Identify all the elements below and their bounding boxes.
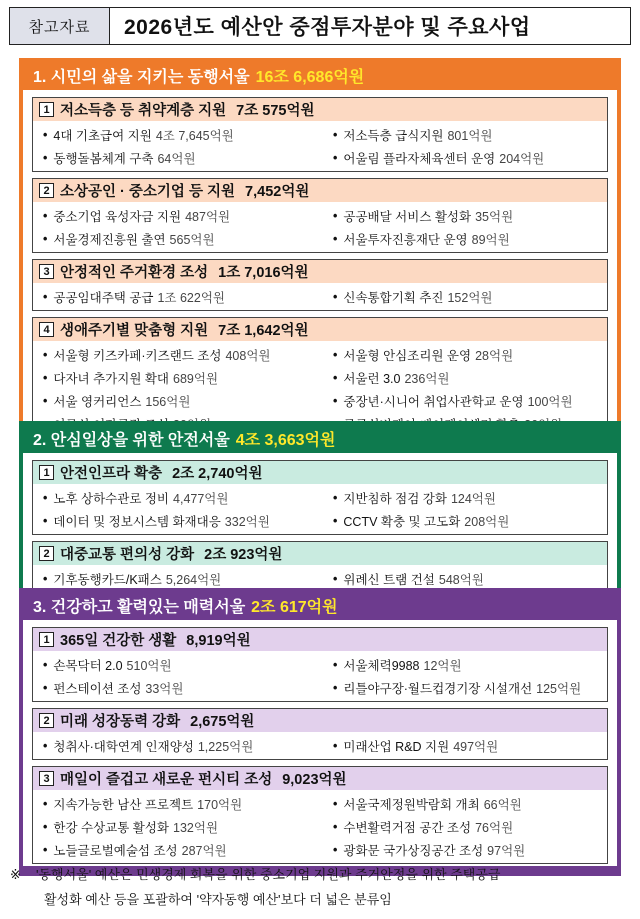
item-name: 어울림 플라자체육센터 운영 [343, 151, 496, 166]
list-item [333, 343, 607, 366]
reference-tag: 참고자료 [9, 7, 110, 45]
note-line-1: '동행서울' 예산은 민생경제 회복을 위한 중소기업 지원과 주거안정을 위한 주택공급 [36, 867, 501, 882]
subcategory-amount: 7,452억원 [245, 184, 310, 200]
subcategory-number: 2 [39, 713, 54, 728]
item-amount: 66억원 [483, 797, 522, 812]
section-body [23, 90, 617, 440]
section-2 [19, 421, 621, 605]
subcategory-header [33, 179, 607, 202]
item-amount: 208억원 [464, 514, 510, 529]
list-item [43, 389, 333, 412]
subcategory-title: 미래 성장동력 강화 [60, 714, 181, 730]
item-name: 노후 상하수관로 정비 [53, 491, 170, 506]
list-item [43, 676, 333, 699]
subcategory-amount: 7조 575억원 [236, 103, 315, 119]
subcategory-amount: 2,675억원 [190, 714, 255, 730]
section-body [23, 620, 617, 866]
list-item [43, 486, 333, 509]
item-name: 지반침하 점검 강화 [343, 491, 447, 506]
bullet-icon: • [43, 571, 48, 586]
list-item [333, 509, 607, 532]
subcategory [32, 708, 608, 760]
item-list [33, 484, 607, 534]
item-amount: 28억원 [475, 348, 514, 363]
list-item [333, 389, 607, 412]
item-name: 청취사·대학연계 인재양성 [53, 739, 194, 754]
item-name: 서울투자진흥재단 운영 [343, 232, 468, 247]
subcategory [32, 460, 608, 535]
item-amount: 565억원 [169, 232, 215, 247]
subcategory-amount: 7조 1,642억원 [218, 323, 309, 339]
list-item [333, 567, 607, 590]
item-name: 광화문 국가상징공간 조성 [343, 843, 484, 858]
item-amount: 64억원 [157, 151, 196, 166]
bullet-icon: • [43, 680, 48, 695]
item-amount: 4조 7,645억원 [155, 128, 234, 143]
subcategory-number: 3 [39, 264, 54, 279]
bullet-icon: • [333, 127, 338, 142]
bullet-icon: • [43, 490, 48, 505]
item-name: 펀스테이션 조성 [53, 681, 142, 696]
subcategory-header [33, 767, 607, 790]
item-name: 위례신 트램 건설 [343, 572, 435, 587]
section-title-text: 2. 안심일상을 위한 안전서울 [33, 431, 230, 449]
item-amount: 5,264억원 [165, 572, 222, 587]
note-line-2: 활성화 예산 등을 포괄하여 '약자동행 예산'보다 더 넓은 분류임 [44, 892, 392, 907]
list-item [333, 146, 607, 169]
bullet-icon: • [43, 347, 48, 362]
item-list [33, 202, 607, 252]
item-list [33, 790, 607, 863]
item-name: 서울형 키즈카페·키즈랜드 조성 [53, 348, 222, 363]
subcategory-title: 저소득층 등 취약계층 지원 [60, 103, 227, 119]
subcategory-title: 매일이 즐겁고 새로운 펀시티 조성 [60, 772, 273, 788]
bullet-icon: • [43, 657, 48, 672]
item-amount: 204억원 [499, 151, 545, 166]
list-item [43, 567, 333, 590]
section-amount: 2조 617억원 [251, 598, 338, 616]
item-amount: 12억원 [423, 658, 462, 673]
list-item [333, 653, 607, 676]
item-amount: 510억원 [126, 658, 172, 673]
item-name: 손목닥터 2.0 [53, 658, 123, 673]
item-amount: 801억원 [447, 128, 493, 143]
document-title: 2026년도 예산안 중점투자분야 및 주요사업 [110, 7, 631, 45]
item-amount: 287억원 [181, 843, 227, 858]
item-amount: 152억원 [447, 290, 493, 305]
subcategory-number: 4 [39, 322, 54, 337]
subcategory-header [33, 628, 607, 651]
item-name: 4대 기초급여 지원 [53, 128, 152, 143]
list-item [333, 204, 607, 227]
subcategory-amount: 8,919억원 [186, 633, 251, 649]
bullet-icon: • [333, 393, 338, 408]
bullet-icon: • [43, 393, 48, 408]
subcategory-header [33, 98, 607, 121]
subcategory-number: 1 [39, 632, 54, 647]
subcategory-header [33, 260, 607, 283]
section-title [21, 590, 619, 620]
item-name: 저소득층 급식지원 [343, 128, 444, 143]
subcategory-amount: 1조 7,016억원 [218, 265, 309, 281]
subcategory-title: 생애주기별 맞춤형 지원 [60, 323, 209, 339]
item-name: 공공임대주택 공급 [53, 290, 154, 305]
item-amount: 548억원 [438, 572, 484, 587]
item-amount: 689억원 [173, 371, 219, 386]
bullet-icon: • [333, 680, 338, 695]
item-amount: 33억원 [145, 681, 184, 696]
bullet-icon: • [43, 289, 48, 304]
item-name: 미래산업 R&D 지원 [343, 739, 450, 754]
note-mark: ※ [10, 867, 21, 882]
bullet-icon: • [333, 842, 338, 857]
list-item [333, 366, 607, 389]
bullet-icon: • [333, 289, 338, 304]
footnote [10, 862, 630, 912]
item-amount: 236억원 [404, 371, 450, 386]
item-amount: 100억원 [527, 394, 573, 409]
item-amount: 1,225억원 [197, 739, 254, 754]
subcategory-title: 대중교통 편의성 강화 [60, 547, 195, 563]
item-name: 데이터 및 정보시스템 화재대응 [53, 514, 221, 529]
bullet-icon: • [333, 571, 338, 586]
subcategory [32, 766, 608, 864]
item-list [33, 283, 607, 310]
subcategory [32, 627, 608, 702]
item-amount: 156억원 [145, 394, 191, 409]
item-name: 서울경제진흥원 출연 [53, 232, 166, 247]
item-amount: 97억원 [487, 843, 526, 858]
item-name: 서울국제정원박람회 개최 [343, 797, 480, 812]
item-name: 다자녀 추가지원 확대 [53, 371, 170, 386]
item-name: 중장년·시니어 취업사관학교 운영 [343, 394, 524, 409]
item-list [33, 121, 607, 171]
list-item [43, 792, 333, 815]
bullet-icon: • [333, 347, 338, 362]
list-item [43, 227, 333, 250]
item-amount: 35억원 [475, 209, 514, 224]
bullet-icon: • [333, 819, 338, 834]
item-list [33, 732, 607, 759]
bullet-icon: • [333, 490, 338, 505]
subcategory-number: 2 [39, 183, 54, 198]
item-amount: 487억원 [185, 209, 231, 224]
item-name: 신속통합기획 추진 [343, 290, 444, 305]
bullet-icon: • [333, 513, 338, 528]
bullet-icon: • [333, 370, 338, 385]
list-item [43, 509, 333, 532]
item-amount: 497억원 [453, 739, 499, 754]
subcategory-title: 소상공인 · 중소기업 등 지원 [60, 184, 236, 200]
section-title-text: 1. 시민의 삶을 지키는 동행서울 [33, 68, 250, 86]
bullet-icon: • [333, 208, 338, 223]
item-name: 한강 수상교통 활성화 [53, 820, 170, 835]
subcategory-number: 1 [39, 102, 54, 117]
section-3 [19, 588, 621, 876]
bullet-icon: • [333, 231, 338, 246]
bullet-icon: • [43, 796, 48, 811]
item-name: 동행돌봄체계 구축 [53, 151, 154, 166]
bullet-icon: • [333, 796, 338, 811]
subcategory [32, 97, 608, 172]
item-amount: 132억원 [173, 820, 219, 835]
item-amount: 170억원 [197, 797, 243, 812]
subcategory-number: 3 [39, 771, 54, 786]
subcategory [32, 541, 608, 593]
subcategory-header [33, 542, 607, 565]
bullet-icon: • [43, 370, 48, 385]
item-name: 서울체력9988 [343, 658, 420, 673]
bullet-icon: • [43, 513, 48, 528]
list-item [333, 123, 607, 146]
item-name: 중소기업 육성자금 지원 [53, 209, 182, 224]
section-title [21, 60, 619, 90]
list-item [333, 285, 607, 308]
item-name: 수변활력거점 공간 조성 [343, 820, 472, 835]
list-item [43, 366, 333, 389]
subcategory-amount: 9,023억원 [282, 772, 347, 788]
subcategory [32, 178, 608, 253]
item-amount: 76억원 [475, 820, 514, 835]
subcategory-number: 2 [39, 546, 54, 561]
list-item [43, 734, 333, 757]
subcategory-header [33, 461, 607, 484]
bullet-icon: • [333, 657, 338, 672]
list-item [333, 227, 607, 250]
item-name: 서울형 안심조리원 운영 [343, 348, 472, 363]
section-1 [19, 58, 621, 450]
bullet-icon: • [43, 738, 48, 753]
list-item [43, 343, 333, 366]
subcategory-number: 1 [39, 465, 54, 480]
bullet-icon: • [43, 819, 48, 834]
section-title-text: 3. 건강하고 활력있는 매력서울 [33, 598, 246, 616]
item-amount: 332억원 [224, 514, 270, 529]
list-item [43, 653, 333, 676]
section-title [21, 423, 619, 453]
subcategory-title: 안전인프라 확충 [60, 466, 163, 482]
item-name: 서울런 3.0 [343, 371, 401, 386]
item-list [33, 651, 607, 701]
section-amount: 16조 6,686억원 [255, 68, 365, 86]
list-item [43, 123, 333, 146]
bullet-icon: • [43, 208, 48, 223]
subcategory [32, 259, 608, 311]
bullet-icon: • [333, 150, 338, 165]
subcategory-title: 365일 건강한 생활 [60, 633, 177, 649]
list-item [43, 204, 333, 227]
list-item [333, 838, 607, 861]
item-name: 노들글로벌예술섬 조성 [53, 843, 178, 858]
section-body [23, 453, 617, 595]
item-amount: 1조 622억원 [157, 290, 225, 305]
subcategory-amount: 2조 2,740억원 [172, 466, 263, 482]
document-header [9, 7, 631, 45]
list-item [333, 815, 607, 838]
item-name: 지속가능한 남산 프로젝트 [53, 797, 194, 812]
subcategory [32, 317, 608, 438]
list-item [43, 146, 333, 169]
list-item [43, 285, 333, 308]
bullet-icon: • [43, 842, 48, 857]
list-item [333, 792, 607, 815]
item-amount: 4,477억원 [173, 491, 229, 506]
list-item [43, 815, 333, 838]
bullet-icon: • [333, 738, 338, 753]
subcategory-title: 안정적인 주거환경 조성 [60, 265, 209, 281]
item-amount: 124억원 [450, 491, 496, 506]
section-amount: 4조 3,663억원 [235, 431, 336, 449]
bullet-icon: • [43, 150, 48, 165]
item-name: 기후동행카드/K패스 [53, 572, 162, 587]
item-name: 서울 영커리언스 [53, 394, 142, 409]
bullet-icon: • [43, 231, 48, 246]
list-item [333, 734, 607, 757]
bullet-icon: • [43, 127, 48, 142]
list-item [333, 676, 607, 699]
item-amount: 408억원 [225, 348, 271, 363]
list-item [43, 838, 333, 861]
list-item [333, 486, 607, 509]
item-amount: 89억원 [471, 232, 510, 247]
subcategory-header [33, 709, 607, 732]
item-name: 공공배달 서비스 활성화 [343, 209, 472, 224]
subcategory-header [33, 318, 607, 341]
item-amount: 125억원 [536, 681, 582, 696]
item-name: CCTV 확충 및 고도화 [343, 514, 461, 529]
subcategory-amount: 2조 923억원 [204, 547, 283, 563]
item-name: 리틀야구장·월드컵경기장 시설개선 [343, 681, 533, 696]
